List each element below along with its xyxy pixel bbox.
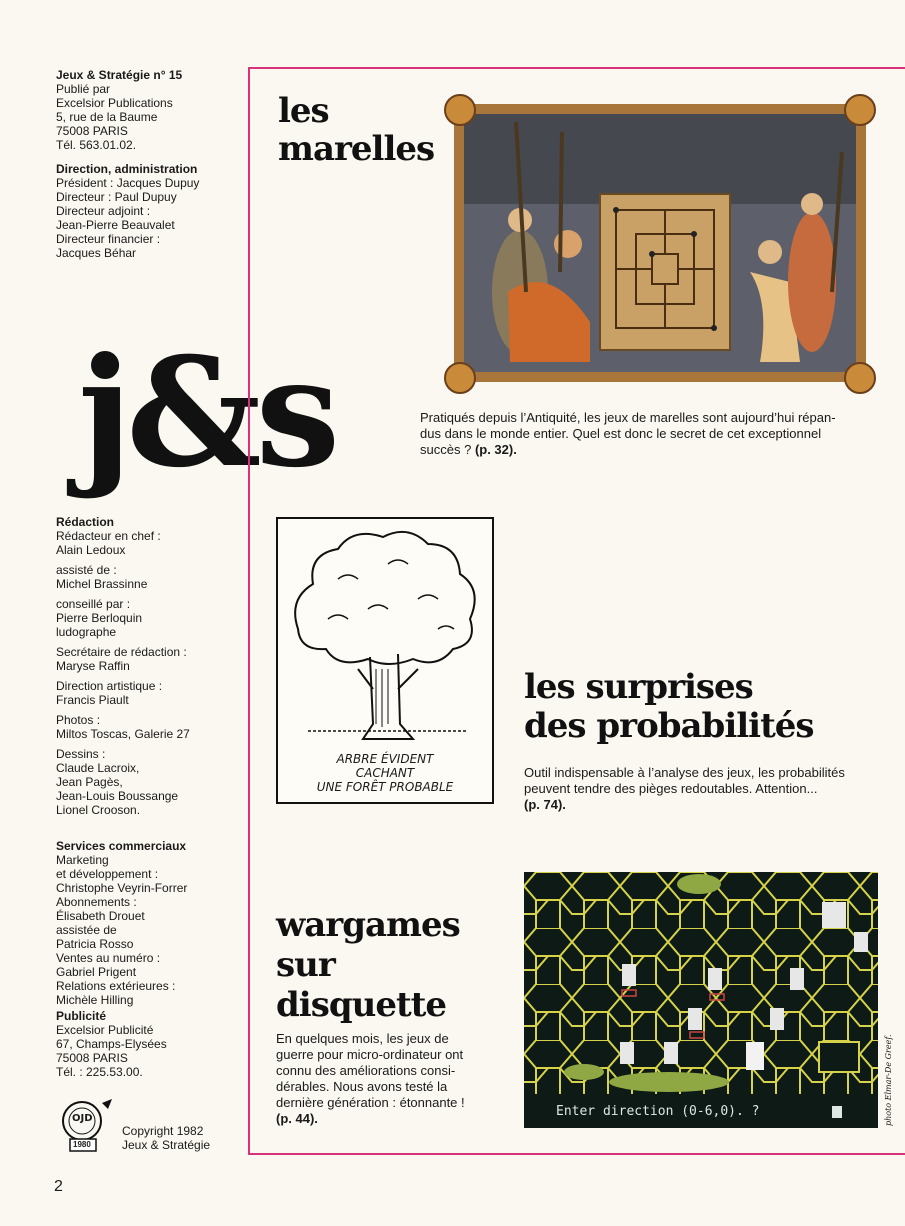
- terminal-prompt: Enter direction (0-6,0). ?: [556, 1104, 760, 1119]
- cartoon-caption: [278, 752, 492, 794]
- text-line: dernière génération : étonnante !: [276, 1095, 465, 1110]
- title-line: les surprises: [524, 667, 753, 707]
- staff-line: Lionel Crooson.: [56, 803, 141, 817]
- staff-line: Claude Lacroix,: [56, 761, 140, 775]
- page-number: 2: [54, 1178, 63, 1195]
- staff-line: Alain Ledoux: [56, 543, 126, 557]
- services-line: Relations extérieures :: [56, 979, 176, 993]
- direction-line: Directeur financier :: [56, 232, 161, 246]
- article-text-marelles: [420, 410, 890, 458]
- services-line: Marketing: [56, 853, 109, 867]
- staff-line: Direction artistique :: [56, 679, 163, 693]
- title-line: les: [278, 91, 329, 131]
- direction-heading: Direction, administration: [56, 162, 198, 176]
- copyright-line: Copyright 1982: [122, 1124, 204, 1138]
- staff-line: ludographe: [56, 625, 117, 639]
- direction-line: Jacques Béhar: [56, 246, 137, 260]
- direction-line: Président : Jacques Dupuy: [56, 176, 200, 190]
- direction-line: Directeur : Paul Dupuy: [56, 190, 177, 204]
- text-line: En quelques mois, les jeux de: [276, 1031, 449, 1046]
- caption-line: UNE FORÊT PROBABLE: [316, 780, 454, 794]
- page-ref-link[interactable]: (p. 32).: [474, 442, 517, 457]
- text-line: Pratiqués depuis l’Antiquité, les jeux de marelles sont aujourd’hui répan-: [420, 410, 836, 425]
- article-title-marelles[interactable]: [278, 92, 434, 168]
- cursor-block: [832, 1106, 842, 1118]
- text-line: guerre pour micro-ordinateur ont: [276, 1047, 464, 1062]
- ojd-badge-year: 1980: [73, 1140, 91, 1149]
- services-line: Patricia Rosso: [56, 937, 134, 951]
- services-line: Ventes au numéro :: [56, 951, 161, 965]
- publisher-line: 75008 PARIS: [56, 124, 128, 138]
- publicite-line: 67, Champs-Elysées: [56, 1037, 167, 1051]
- text-line: peuvent tendre des pièges redoutables. Attention...: [524, 781, 818, 796]
- services-line: Élisabeth Drouet: [56, 909, 145, 923]
- text-line: succès ?: [420, 442, 472, 457]
- services-heading: Services commerciaux: [56, 839, 187, 853]
- medieval-miniature-image: [440, 92, 880, 394]
- title-line: disquette: [276, 985, 446, 1025]
- staff-line: Photos :: [56, 713, 101, 727]
- staff-line: Miltos Toscas, Galerie 27: [56, 727, 190, 741]
- staff-line: assisté de :: [56, 563, 117, 577]
- caption-line: ARBRE ÉVIDENT: [336, 752, 434, 766]
- publicite-line: 75008 PARIS: [56, 1051, 128, 1065]
- article-text-probabilites: [524, 765, 894, 813]
- services-line: assistée de: [56, 923, 117, 937]
- redaction-section: [56, 515, 246, 823]
- publisher-line: 5, rue de la Baume: [56, 110, 158, 124]
- caption-line: CACHANT: [355, 766, 415, 780]
- services-line: Abonnements :: [56, 895, 137, 909]
- staff-line: Pierre Berloquin: [56, 611, 143, 625]
- publisher-line: Tél. 563.01.02.: [56, 138, 137, 152]
- staff-line: Dessins :: [56, 747, 106, 761]
- page-ref-link[interactable]: (p. 74).: [524, 797, 566, 812]
- title-line: des probabilités: [524, 706, 814, 746]
- title-line: marelles: [278, 129, 435, 169]
- ojd-badge: [58, 1097, 116, 1155]
- title-line: sur: [276, 945, 335, 985]
- services-line: Christophe Veyrin-Forrer: [56, 881, 188, 895]
- publisher-line: Publié par: [56, 82, 111, 96]
- services-line: Gabriel Prigent: [56, 965, 137, 979]
- direction-line: Directeur adjoint :: [56, 204, 151, 218]
- services-line: Michèle Hilling: [56, 993, 134, 1007]
- js-logo: j&s: [78, 325, 335, 501]
- article-text-wargames: [276, 1031, 506, 1127]
- staff-line: Jean-Louis Boussange: [56, 789, 179, 803]
- wargame-screenshot: [524, 872, 878, 1128]
- article-title-probabilites[interactable]: [524, 668, 814, 746]
- article-title-wargames[interactable]: [276, 905, 460, 1025]
- staff-line: Secrétaire de rédaction :: [56, 645, 187, 659]
- ojd-badge-text: OJD: [72, 1113, 93, 1124]
- staff-line: Jean Pagès,: [56, 775, 123, 789]
- title-line: wargames: [276, 905, 460, 945]
- text-line: connu des améliorations consi-: [276, 1063, 456, 1078]
- staff-line: Maryse Raffin: [56, 659, 130, 673]
- publicite-line: Tél. : 225.53.00.: [56, 1065, 143, 1079]
- publisher-line: Excelsior Publications: [56, 96, 173, 110]
- staff-line: Michel Brassinne: [56, 577, 148, 591]
- text-line: dérables. Nous avons testé la: [276, 1079, 448, 1094]
- redaction-heading: Rédaction: [56, 515, 115, 529]
- text-line: dus dans le monde entier. Quel est donc le secret de cet exceptionnel: [420, 426, 822, 441]
- staff-line: Francis Piault: [56, 693, 129, 707]
- services-line: et développement :: [56, 867, 159, 881]
- direction-line: Jean-Pierre Beauvalet: [56, 218, 175, 232]
- staff-line: Rédacteur en chef :: [56, 529, 161, 543]
- masthead: [56, 68, 246, 266]
- copyright: [122, 1124, 210, 1152]
- publicite-line: Excelsior Publicité: [56, 1023, 154, 1037]
- copyright-line: Jeux & Stratégie: [122, 1138, 211, 1152]
- staff-line: conseillé par :: [56, 597, 131, 611]
- photo-credit: photo Elmar-De Greef.: [884, 1034, 893, 1126]
- tree-cartoon: [276, 517, 494, 804]
- text-line: Outil indispensable à l’analyse des jeux, les probabilités: [524, 765, 845, 780]
- publication-title: Jeux & Stratégie n° 15: [56, 68, 183, 82]
- services-section: [56, 839, 246, 1079]
- page-ref-link[interactable]: (p. 44).: [276, 1111, 318, 1126]
- publicite-heading: Publicité: [56, 1009, 107, 1023]
